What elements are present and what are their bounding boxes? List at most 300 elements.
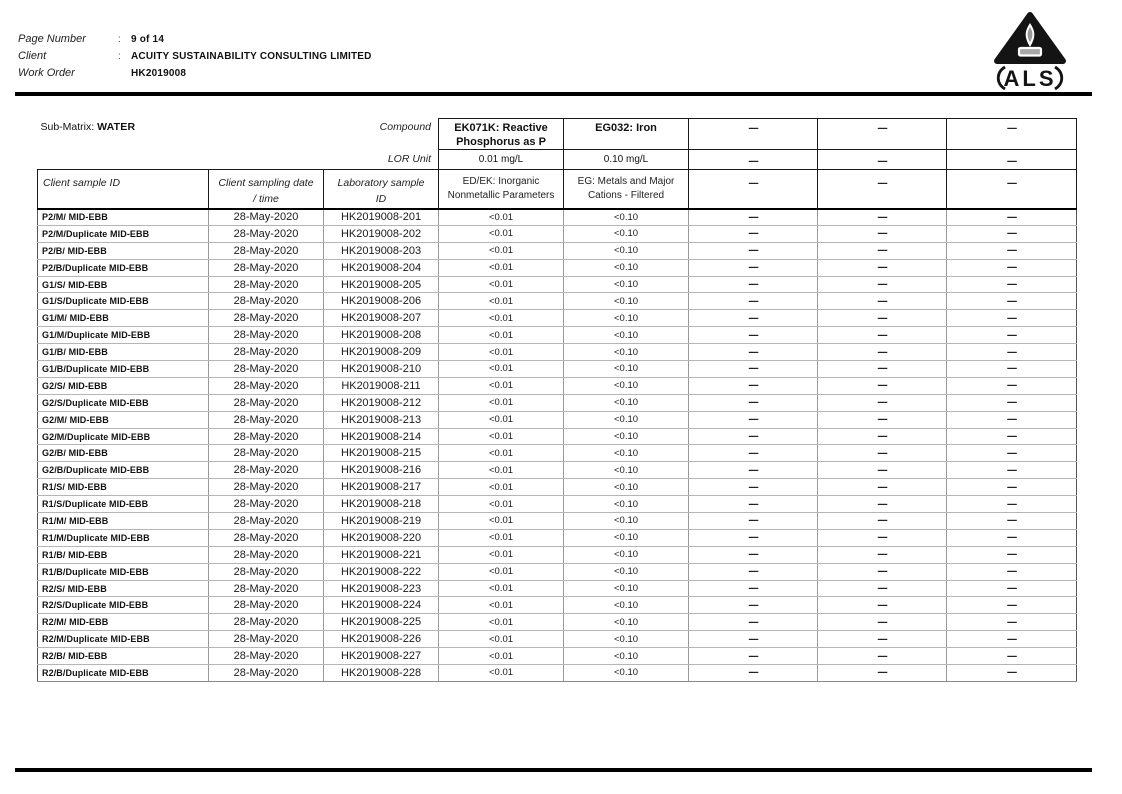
page-number-row — [18, 33, 372, 50]
result-value-cell: <0.10 — [564, 225, 689, 242]
sampling-date-cell: 28-May-2020 — [209, 276, 324, 293]
field-colon: : — [118, 34, 121, 45]
client-sample-id-cell: P2/B/ MID-EBB — [38, 242, 209, 259]
page-number-label: Page Number — [18, 33, 86, 45]
method-group-empty-header: ---- — [689, 170, 818, 209]
result-empty-cell: ---- — [818, 361, 947, 378]
sampling-date-header — [209, 170, 324, 209]
result-value-cell: <0.01 — [439, 428, 564, 445]
work-order-row — [18, 67, 372, 84]
sampling-date-cell: 28-May-2020 — [209, 462, 324, 479]
result-value-cell: <0.01 — [439, 546, 564, 563]
lab-sample-id-cell: HK2019008-212 — [324, 394, 439, 411]
result-empty-cell: ---- — [947, 293, 1077, 310]
sampling-date-cell: 28-May-2020 — [209, 563, 324, 580]
work-order-value: HK2019008 — [131, 68, 187, 79]
result-empty-cell: ---- — [947, 361, 1077, 378]
table-row — [38, 546, 1077, 563]
table-row — [38, 327, 1077, 344]
table-row — [38, 580, 1077, 597]
report-header — [18, 33, 372, 84]
result-empty-cell: ---- — [689, 546, 818, 563]
compound-label: Compound — [379, 120, 432, 133]
result-value-cell: <0.10 — [564, 563, 689, 580]
result-value-cell: <0.01 — [439, 293, 564, 310]
lab-sample-id-cell: HK2019008-217 — [324, 479, 439, 496]
lor-empty-cell: ---- — [947, 150, 1077, 170]
result-empty-cell: ---- — [689, 597, 818, 614]
result-empty-cell: ---- — [689, 225, 818, 242]
lab-sample-id-cell: HK2019008-210 — [324, 361, 439, 378]
result-empty-cell: ---- — [947, 327, 1077, 344]
lab-sample-id-cell: HK2019008-222 — [324, 563, 439, 580]
sampling-date-cell: 28-May-2020 — [209, 614, 324, 631]
header-line: Client sampling date — [218, 177, 314, 189]
result-empty-cell: ---- — [947, 648, 1077, 665]
result-empty-cell: ---- — [818, 496, 947, 513]
result-value-cell: <0.10 — [564, 546, 689, 563]
client-sample-id-cell: R1/S/ MID-EBB — [38, 479, 209, 496]
table-row — [38, 411, 1077, 428]
client-sample-id-cell: P2/B/Duplicate MID-EBB — [38, 259, 209, 276]
result-empty-cell: ---- — [818, 513, 947, 530]
result-empty-cell: ---- — [947, 209, 1077, 226]
result-empty-cell: ---- — [947, 377, 1077, 394]
lab-sample-id-cell: HK2019008-211 — [324, 377, 439, 394]
result-empty-cell: ---- — [818, 310, 947, 327]
client-sample-id-cell: G1/M/Duplicate MID-EBB — [38, 327, 209, 344]
lab-sample-id-cell: HK2019008-226 — [324, 631, 439, 648]
table-row — [38, 597, 1077, 614]
result-value-cell: <0.01 — [439, 411, 564, 428]
result-value-cell: <0.10 — [564, 631, 689, 648]
table-row — [38, 614, 1077, 631]
result-empty-cell: ---- — [689, 428, 818, 445]
result-value-cell: <0.01 — [439, 614, 564, 631]
compound-name-cell: EG032: Iron — [564, 119, 689, 150]
result-value-cell: <0.10 — [564, 597, 689, 614]
client-sample-id-cell: R2/M/ MID-EBB — [38, 614, 209, 631]
results-table — [37, 118, 1077, 682]
result-empty-cell: ---- — [947, 513, 1077, 530]
sampling-date-cell: 28-May-2020 — [209, 310, 324, 327]
lab-sample-id-cell: HK2019008-206 — [324, 293, 439, 310]
result-empty-cell: ---- — [689, 563, 818, 580]
sampling-date-cell: 28-May-2020 — [209, 411, 324, 428]
result-empty-cell: ---- — [689, 479, 818, 496]
client-sample-id-cell: G1/B/Duplicate MID-EBB — [38, 361, 209, 378]
result-empty-cell: ---- — [689, 276, 818, 293]
table-row — [38, 513, 1077, 530]
column-header-row — [38, 170, 1077, 209]
table-row — [38, 445, 1077, 462]
result-empty-cell: ---- — [947, 428, 1077, 445]
result-value-cell: <0.10 — [564, 293, 689, 310]
result-empty-cell: ---- — [947, 394, 1077, 411]
client-sample-id-cell: G2/M/Duplicate MID-EBB — [38, 428, 209, 445]
result-empty-cell: ---- — [689, 614, 818, 631]
result-value-cell: <0.01 — [439, 479, 564, 496]
lor-value-cell: 0.10 mg/L — [564, 150, 689, 170]
table-row — [38, 361, 1077, 378]
result-empty-cell: ---- — [947, 580, 1077, 597]
result-empty-cell: ---- — [947, 496, 1077, 513]
sampling-date-cell: 28-May-2020 — [209, 225, 324, 242]
client-label: Client — [18, 50, 47, 62]
method-group-empty-header: ---- — [947, 170, 1077, 209]
result-value-cell: <0.01 — [439, 529, 564, 546]
compound-name-empty-cell: ---- — [689, 119, 818, 150]
sampling-date-cell: 28-May-2020 — [209, 445, 324, 462]
logo-text: ALS — [1003, 66, 1057, 90]
result-empty-cell: ---- — [818, 344, 947, 361]
result-value-cell: <0.10 — [564, 614, 689, 631]
result-empty-cell: ---- — [947, 310, 1077, 327]
lab-sample-id-cell: HK2019008-208 — [324, 327, 439, 344]
result-empty-cell: ---- — [818, 411, 947, 428]
lab-sample-id-cell: HK2019008-203 — [324, 242, 439, 259]
lab-sample-id-cell: HK2019008-209 — [324, 344, 439, 361]
result-empty-cell: ---- — [689, 496, 818, 513]
compound-name-empty-cell: ---- — [947, 119, 1077, 150]
result-value-cell: <0.10 — [564, 276, 689, 293]
client-sample-id-cell: R1/S/Duplicate MID-EBB — [38, 496, 209, 513]
result-value-cell: <0.01 — [439, 496, 564, 513]
client-sample-id-cell: R2/M/Duplicate MID-EBB — [38, 631, 209, 648]
result-empty-cell: ---- — [947, 614, 1077, 631]
result-empty-cell: ---- — [689, 310, 818, 327]
result-empty-cell: ---- — [689, 529, 818, 546]
result-empty-cell: ---- — [818, 293, 947, 310]
sampling-date-cell: 28-May-2020 — [209, 665, 324, 682]
result-empty-cell: ---- — [689, 209, 818, 226]
table-row — [38, 209, 1077, 226]
result-value-cell: <0.01 — [439, 242, 564, 259]
client-sample-id-cell: R1/B/Duplicate MID-EBB — [38, 563, 209, 580]
result-empty-cell: ---- — [818, 546, 947, 563]
lab-sample-id-cell: HK2019008-205 — [324, 276, 439, 293]
lor-empty-cell: ---- — [689, 150, 818, 170]
lab-sample-id-cell: HK2019008-216 — [324, 462, 439, 479]
result-value-cell: <0.01 — [439, 631, 564, 648]
sampling-date-cell: 28-May-2020 — [209, 327, 324, 344]
table-row — [38, 259, 1077, 276]
als-logo-graphic — [985, 8, 1075, 90]
work-order-label: Work Order — [18, 67, 75, 79]
result-empty-cell: ---- — [689, 361, 818, 378]
result-empty-cell: ---- — [947, 242, 1077, 259]
sampling-date-cell: 28-May-2020 — [209, 597, 324, 614]
result-value-cell: <0.01 — [439, 225, 564, 242]
result-empty-cell: ---- — [947, 462, 1077, 479]
result-empty-cell: ---- — [818, 631, 947, 648]
table-row — [38, 462, 1077, 479]
lab-sample-id-cell: HK2019008-207 — [324, 310, 439, 327]
result-empty-cell: ---- — [947, 631, 1077, 648]
table-row — [38, 529, 1077, 546]
client-sample-id-cell: R2/B/ MID-EBB — [38, 648, 209, 665]
result-value-cell: <0.01 — [439, 648, 564, 665]
sampling-date-cell: 28-May-2020 — [209, 529, 324, 546]
result-value-cell: <0.10 — [564, 513, 689, 530]
result-empty-cell: ---- — [818, 428, 947, 445]
result-value-cell: <0.10 — [564, 445, 689, 462]
result-empty-cell: ---- — [818, 327, 947, 344]
sampling-date-cell: 28-May-2020 — [209, 344, 324, 361]
lor-value-cell: 0.01 mg/L — [439, 150, 564, 170]
result-value-cell: <0.10 — [564, 310, 689, 327]
result-empty-cell: ---- — [689, 665, 818, 682]
result-empty-cell: ---- — [689, 462, 818, 479]
table-row — [38, 276, 1077, 293]
result-value-cell: <0.10 — [564, 377, 689, 394]
lab-sample-id-cell: HK2019008-228 — [324, 665, 439, 682]
als-logo — [985, 8, 1075, 90]
sampling-date-cell: 28-May-2020 — [209, 580, 324, 597]
table-row — [38, 344, 1077, 361]
logo-candle — [1019, 48, 1041, 56]
sampling-date-cell: 28-May-2020 — [209, 242, 324, 259]
result-value-cell: <0.01 — [439, 563, 564, 580]
lab-sample-id-cell: HK2019008-219 — [324, 513, 439, 530]
result-value-cell: <0.10 — [564, 462, 689, 479]
result-empty-cell: ---- — [818, 563, 947, 580]
result-empty-cell: ---- — [947, 479, 1077, 496]
lor-unit-row — [38, 150, 1077, 170]
result-value-cell: <0.10 — [564, 394, 689, 411]
sampling-date-cell: 28-May-2020 — [209, 648, 324, 665]
result-empty-cell: ---- — [947, 529, 1077, 546]
result-value-cell: <0.10 — [564, 529, 689, 546]
sampling-date-cell: 28-May-2020 — [209, 496, 324, 513]
result-value-cell: <0.10 — [564, 496, 689, 513]
result-empty-cell: ---- — [818, 648, 947, 665]
result-empty-cell: ---- — [818, 394, 947, 411]
lab-sample-id-cell: HK2019008-213 — [324, 411, 439, 428]
result-empty-cell: ---- — [818, 479, 947, 496]
footer-rule — [15, 768, 1092, 772]
lab-sample-id-cell: HK2019008-220 — [324, 529, 439, 546]
result-empty-cell: ---- — [947, 665, 1077, 682]
client-sample-id-cell: G2/M/ MID-EBB — [38, 411, 209, 428]
result-empty-cell: ---- — [689, 327, 818, 344]
result-value-cell: <0.10 — [564, 665, 689, 682]
result-empty-cell: ---- — [947, 597, 1077, 614]
sampling-date-cell: 28-May-2020 — [209, 631, 324, 648]
sampling-date-cell: 28-May-2020 — [209, 546, 324, 563]
result-empty-cell: ---- — [947, 276, 1077, 293]
result-value-cell: <0.10 — [564, 580, 689, 597]
sampling-date-cell: 28-May-2020 — [209, 428, 324, 445]
client-sample-id-cell: G1/B/ MID-EBB — [38, 344, 209, 361]
result-empty-cell: ---- — [818, 445, 947, 462]
lab-sample-id-cell: HK2019008-201 — [324, 209, 439, 226]
result-empty-cell: ---- — [818, 242, 947, 259]
result-value-cell: <0.10 — [564, 327, 689, 344]
result-empty-cell: ---- — [689, 513, 818, 530]
result-empty-cell: ---- — [689, 411, 818, 428]
result-value-cell: <0.01 — [439, 361, 564, 378]
lab-sample-id-cell: HK2019008-214 — [324, 428, 439, 445]
result-value-cell: <0.10 — [564, 428, 689, 445]
result-empty-cell: ---- — [947, 563, 1077, 580]
header-line: Laboratory sample — [337, 177, 425, 189]
client-sample-id-cell: G1/S/ MID-EBB — [38, 276, 209, 293]
result-empty-cell: ---- — [818, 529, 947, 546]
result-empty-cell: ---- — [689, 631, 818, 648]
client-value: ACUITY SUSTAINABILITY CONSULTING LIMITED — [131, 51, 372, 62]
client-sample-id-cell: G2/S/Duplicate MID-EBB — [38, 394, 209, 411]
client-sample-id-cell: R1/M/Duplicate MID-EBB — [38, 529, 209, 546]
result-value-cell: <0.01 — [439, 462, 564, 479]
lab-sample-id-cell: HK2019008-221 — [324, 546, 439, 563]
result-value-cell: <0.10 — [564, 479, 689, 496]
lab-sample-id-cell: HK2019008-215 — [324, 445, 439, 462]
result-empty-cell: ---- — [689, 377, 818, 394]
method-group-header: EG: Metals and Major Cations - Filtered — [564, 170, 689, 209]
result-empty-cell: ---- — [689, 344, 818, 361]
result-value-cell: <0.01 — [439, 394, 564, 411]
lor-empty-cell: ---- — [818, 150, 947, 170]
result-value-cell: <0.10 — [564, 259, 689, 276]
lab-sample-id-cell: HK2019008-204 — [324, 259, 439, 276]
result-empty-cell: ---- — [818, 580, 947, 597]
client-sample-id-cell: G2/B/ MID-EBB — [38, 445, 209, 462]
result-value-cell: <0.01 — [439, 276, 564, 293]
table-row — [38, 563, 1077, 580]
header-line: Client sample ID — [43, 177, 121, 189]
result-empty-cell: ---- — [947, 445, 1077, 462]
result-empty-cell: ---- — [818, 665, 947, 682]
result-value-cell: <0.01 — [439, 513, 564, 530]
result-empty-cell: ---- — [818, 225, 947, 242]
sampling-date-cell: 28-May-2020 — [209, 259, 324, 276]
lor-unit-label: LOR Unit — [387, 153, 432, 166]
table-row — [38, 496, 1077, 513]
result-value-cell: <0.01 — [439, 580, 564, 597]
header-line: / time — [253, 193, 279, 205]
sampling-date-cell: 28-May-2020 — [209, 361, 324, 378]
result-value-cell: <0.01 — [439, 209, 564, 226]
result-empty-cell: ---- — [689, 242, 818, 259]
table-row — [38, 394, 1077, 411]
result-value-cell: <0.01 — [439, 344, 564, 361]
lab-sample-id-cell: HK2019008-223 — [324, 580, 439, 597]
sampling-date-cell: 28-May-2020 — [209, 377, 324, 394]
sub-matrix-value: WATER — [97, 120, 136, 133]
result-empty-cell: ---- — [818, 276, 947, 293]
page-number-value: 9 of 14 — [131, 34, 165, 45]
client-sample-id-cell: R2/S/Duplicate MID-EBB — [38, 597, 209, 614]
result-empty-cell: ---- — [689, 445, 818, 462]
result-value-cell: <0.01 — [439, 310, 564, 327]
client-sample-id-cell: G2/B/Duplicate MID-EBB — [38, 462, 209, 479]
sampling-date-cell: 28-May-2020 — [209, 209, 324, 226]
result-empty-cell: ---- — [818, 209, 947, 226]
client-sample-id-cell: G1/M/ MID-EBB — [38, 310, 209, 327]
result-empty-cell: ---- — [818, 462, 947, 479]
result-value-cell: <0.01 — [439, 327, 564, 344]
table-row — [38, 377, 1077, 394]
client-sample-id-cell: R1/M/ MID-EBB — [38, 513, 209, 530]
result-value-cell: <0.01 — [439, 445, 564, 462]
sub-matrix-label: Sub-Matrix: — [40, 120, 95, 133]
client-sample-id-cell: P2/M/Duplicate MID-EBB — [38, 225, 209, 242]
result-empty-cell: ---- — [947, 259, 1077, 276]
result-value-cell: <0.01 — [439, 597, 564, 614]
result-value-cell: <0.10 — [564, 361, 689, 378]
client-sample-id-cell: G1/S/Duplicate MID-EBB — [38, 293, 209, 310]
result-empty-cell: ---- — [818, 259, 947, 276]
method-group-empty-header: ---- — [818, 170, 947, 209]
table-row — [38, 293, 1077, 310]
lab-sample-id-cell: HK2019008-202 — [324, 225, 439, 242]
client-sample-id-cell: G2/S/ MID-EBB — [38, 377, 209, 394]
result-value-cell: <0.10 — [564, 648, 689, 665]
table-row — [38, 310, 1077, 327]
client-sample-id-cell: P2/M/ MID-EBB — [38, 209, 209, 226]
client-sample-id-cell: R2/S/ MID-EBB — [38, 580, 209, 597]
lab-sample-id-header — [324, 170, 439, 209]
results-tbody — [38, 209, 1077, 682]
result-value-cell: <0.10 — [564, 209, 689, 226]
table-row — [38, 631, 1077, 648]
result-empty-cell: ---- — [689, 259, 818, 276]
header-line: ID — [375, 193, 387, 205]
sampling-date-cell: 28-May-2020 — [209, 293, 324, 310]
lab-sample-id-cell: HK2019008-225 — [324, 614, 439, 631]
result-value-cell: <0.01 — [439, 377, 564, 394]
result-value-cell: <0.10 — [564, 344, 689, 361]
lab-sample-id-cell: HK2019008-224 — [324, 597, 439, 614]
client-sample-id-header — [38, 170, 209, 209]
compound-corner-cell — [38, 119, 439, 150]
field-colon: : — [118, 51, 121, 62]
client-sample-id-cell: R1/B/ MID-EBB — [38, 546, 209, 563]
compound-name-cell: EK071K: Reactive Phosphorus as P — [439, 119, 564, 150]
compound-name-empty-cell: ---- — [818, 119, 947, 150]
result-value-cell: <0.10 — [564, 411, 689, 428]
table-row — [38, 665, 1077, 682]
lab-sample-id-cell: HK2019008-227 — [324, 648, 439, 665]
result-empty-cell: ---- — [689, 580, 818, 597]
result-empty-cell: ---- — [947, 411, 1077, 428]
table-row — [38, 479, 1077, 496]
result-empty-cell: ---- — [689, 293, 818, 310]
result-empty-cell: ---- — [947, 225, 1077, 242]
sampling-date-cell: 28-May-2020 — [209, 394, 324, 411]
lab-sample-id-cell: HK2019008-218 — [324, 496, 439, 513]
client-row — [18, 50, 372, 67]
result-value-cell: <0.01 — [439, 259, 564, 276]
result-empty-cell: ---- — [689, 394, 818, 411]
table-row — [38, 648, 1077, 665]
sub-matrix — [41, 121, 136, 133]
method-group-header: ED/EK: Inorganic Nonmetallic Parameters — [439, 170, 564, 209]
table-row — [38, 242, 1077, 259]
result-value-cell: <0.10 — [564, 242, 689, 259]
table-row — [38, 225, 1077, 242]
result-empty-cell: ---- — [818, 597, 947, 614]
result-empty-cell: ---- — [947, 344, 1077, 361]
result-empty-cell: ---- — [818, 377, 947, 394]
result-empty-cell: ---- — [689, 648, 818, 665]
header-divider-rule — [15, 92, 1092, 96]
client-sample-id-cell: R2/B/Duplicate MID-EBB — [38, 665, 209, 682]
sampling-date-cell: 28-May-2020 — [209, 479, 324, 496]
sampling-date-cell: 28-May-2020 — [209, 513, 324, 530]
result-empty-cell: ---- — [818, 614, 947, 631]
